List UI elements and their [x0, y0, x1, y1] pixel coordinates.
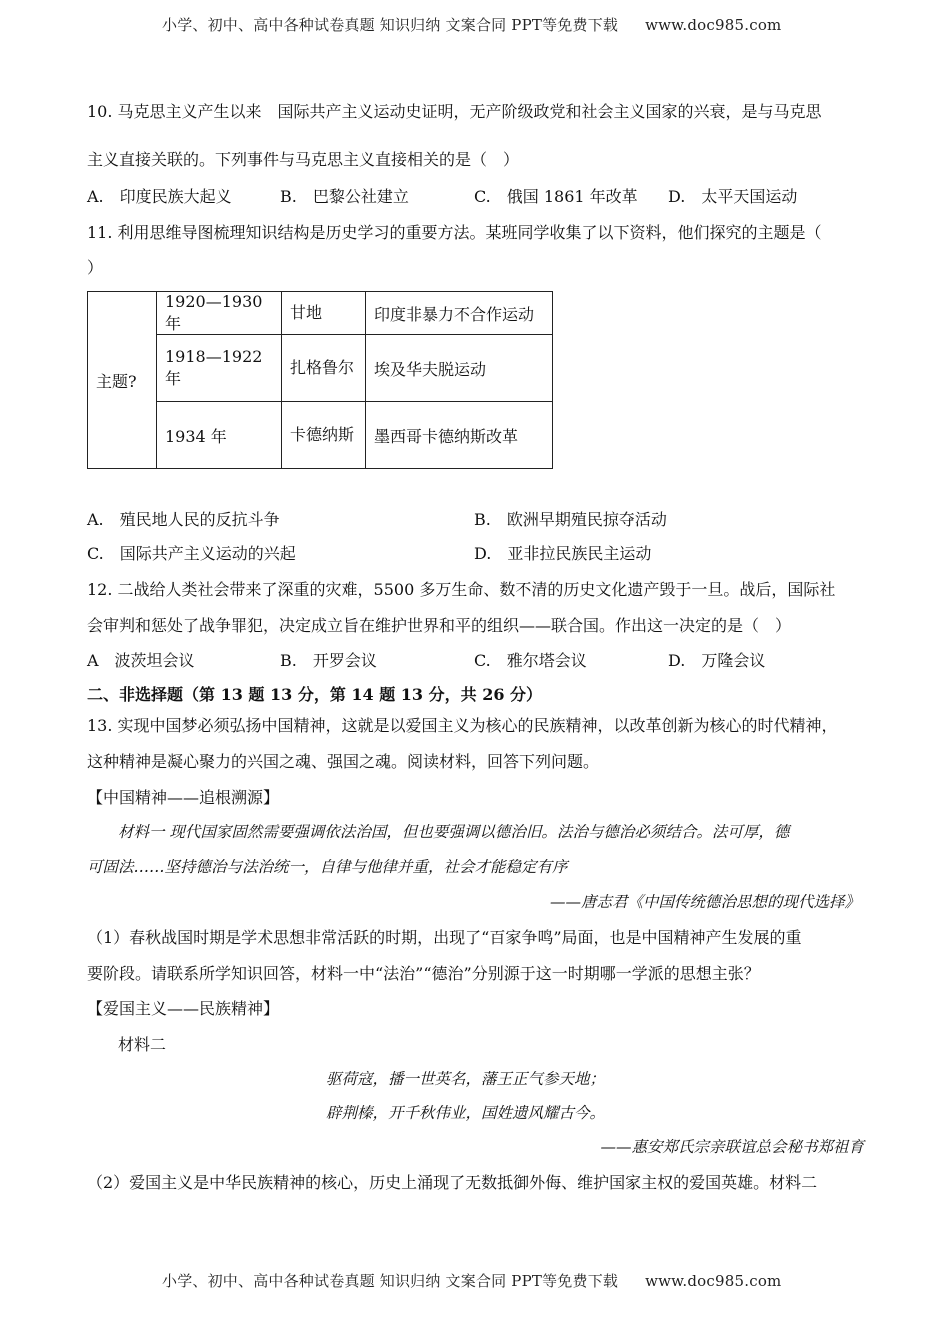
sub1-line2: 要阶段。请联系所学知识回答，材料一中“法治”“德治”分别源于这一时期哪一学派的思想主张？ — [87, 964, 760, 983]
q10-option-b: B. 巴黎公社建立 — [280, 187, 409, 206]
table-person-cell: 卡德纳斯 — [282, 402, 366, 469]
poem-source: ——惠安郑氏宗亲联谊总会秘书郑祖育 — [600, 1138, 864, 1156]
table-event-cell: 埃及华夫脱运动 — [366, 335, 553, 402]
table-theme-cell: 主题? — [88, 292, 157, 469]
table-row — [88, 402, 553, 469]
q12-option-d: D. 万隆会议 — [668, 651, 766, 670]
table-event-cell: 印度非暴力不合作运动 — [366, 292, 553, 335]
q10-option-a: A. 印度民族大起义 — [87, 187, 232, 206]
q11-option-c: C. 国际共产主义运动的兴起 — [87, 544, 296, 563]
q12-option-c: C. 雅尔塔会议 — [474, 651, 587, 670]
table-row — [88, 335, 553, 402]
page-footer — [162, 1270, 781, 1291]
q11-option-a: A. 殖民地人民的反抗斗争 — [87, 510, 280, 529]
poem-line2: 辟荆榛，开千秋伟业，国姓遗风耀古今。 — [326, 1104, 606, 1122]
q12-option-a: A 波茨坦会议 — [87, 651, 195, 670]
q11-line1: 11. 利用思维导图梳理知识结构是历史学习的重要方法。某班同学收集了以下资料，他们探究的主题是（ — [87, 223, 822, 242]
part1-heading: 【中国精神——追根溯源】 — [87, 788, 280, 807]
table-period-cell: 1918—1922 年 — [157, 335, 282, 402]
part2-heading: 【爱国主义——民族精神】 — [87, 999, 280, 1018]
page-header — [162, 14, 781, 35]
q11-line2: ） — [87, 258, 104, 277]
material1-line1: 材料一 现代国家固然需要强调依法治国，但也要强调以德治旧。法治与德治必须结合。法可厚，德 — [118, 823, 790, 841]
table-period-cell: 1934 年 — [157, 402, 282, 469]
material1-line2: 可固法……坚持德治与法治统一，自律与他律并重，社会才能稳定有序 — [87, 858, 568, 876]
table-row — [88, 292, 553, 335]
q12-option-b: B. 开罗会议 — [280, 651, 377, 670]
q10-option-c: C. 俄国 1861 年改革 — [474, 187, 638, 206]
sub1-line1: （1）春秋战国时期是学术思想非常活跃的时期，出现了“百家争鸣”局面，也是中国精神产生发展的重 — [87, 928, 802, 947]
section-title: 二、非选择题（第 13 题 13 分，第 14 题 13 分，共 26 分） — [87, 685, 543, 704]
q12-line2: 会审判和惩处了战争罪犯，决定成立旨在维护世界和平的组织——联合国。作出这一决定的是（ ） — [87, 616, 792, 635]
footer-site: www.doc985.com — [645, 1272, 782, 1290]
q10-line2: 主义直接关联的。下列事件与马克思主义直接相关的是（ ） — [87, 150, 520, 169]
table-person-cell: 扎格鲁尔 — [282, 335, 366, 402]
footer-text: 小学、初中、高中各种试卷真题 知识归纳 文案合同 PPT等免费下载 — [162, 1272, 619, 1290]
q13-line1: 13. 实现中国梦必须弘扬中国精神，这就是以爱国主义为核心的民族精神，以改革创新为核心的时代精神， — [87, 716, 838, 735]
table-person-cell: 甘地 — [282, 292, 366, 335]
q10-line1: 10. 马克思主义产生以来 国际共产主义运动史证明，无产阶级政党和社会主义国家的兴衰，是与马克思 — [87, 102, 822, 121]
q11-option-b: B. 欧洲早期殖民掠夺活动 — [474, 510, 667, 529]
q12-line1: 12. 二战给人类社会带来了深重的灾难，5500 多万生命、数不清的历史文化遗产毁于一旦。战后，国际社 — [87, 580, 836, 599]
material2-label: 材料二 — [118, 1035, 167, 1054]
table-event-cell: 墨西哥卡德纳斯改革 — [366, 402, 553, 469]
q10-option-d: D. 太平天国运动 — [668, 187, 798, 206]
material1-source: ——唐志君《中国传统德治思想的现代选择》 — [549, 893, 860, 911]
header-text: 小学、初中、高中各种试卷真题 知识归纳 文案合同 PPT等免费下载 — [162, 16, 619, 34]
sub2-line1: （2）爱国主义是中华民族精神的核心，历史上涌现了无数抵御外侮、维护国家主权的爱国英雄。材料二 — [87, 1173, 818, 1192]
poem-line1: 驱荷寇，播一世英名，藩王正气参天地； — [326, 1070, 606, 1088]
q11-option-d: D. 亚非拉民族民主运动 — [474, 544, 652, 563]
topic-table — [87, 291, 553, 469]
q13-line2: 这种精神是凝心聚力的兴国之魂、强国之魂。阅读材料，回答下列问题。 — [87, 752, 600, 771]
header-site: www.doc985.com — [645, 16, 782, 34]
table-period-cell: 1920—1930 年 — [157, 292, 282, 335]
